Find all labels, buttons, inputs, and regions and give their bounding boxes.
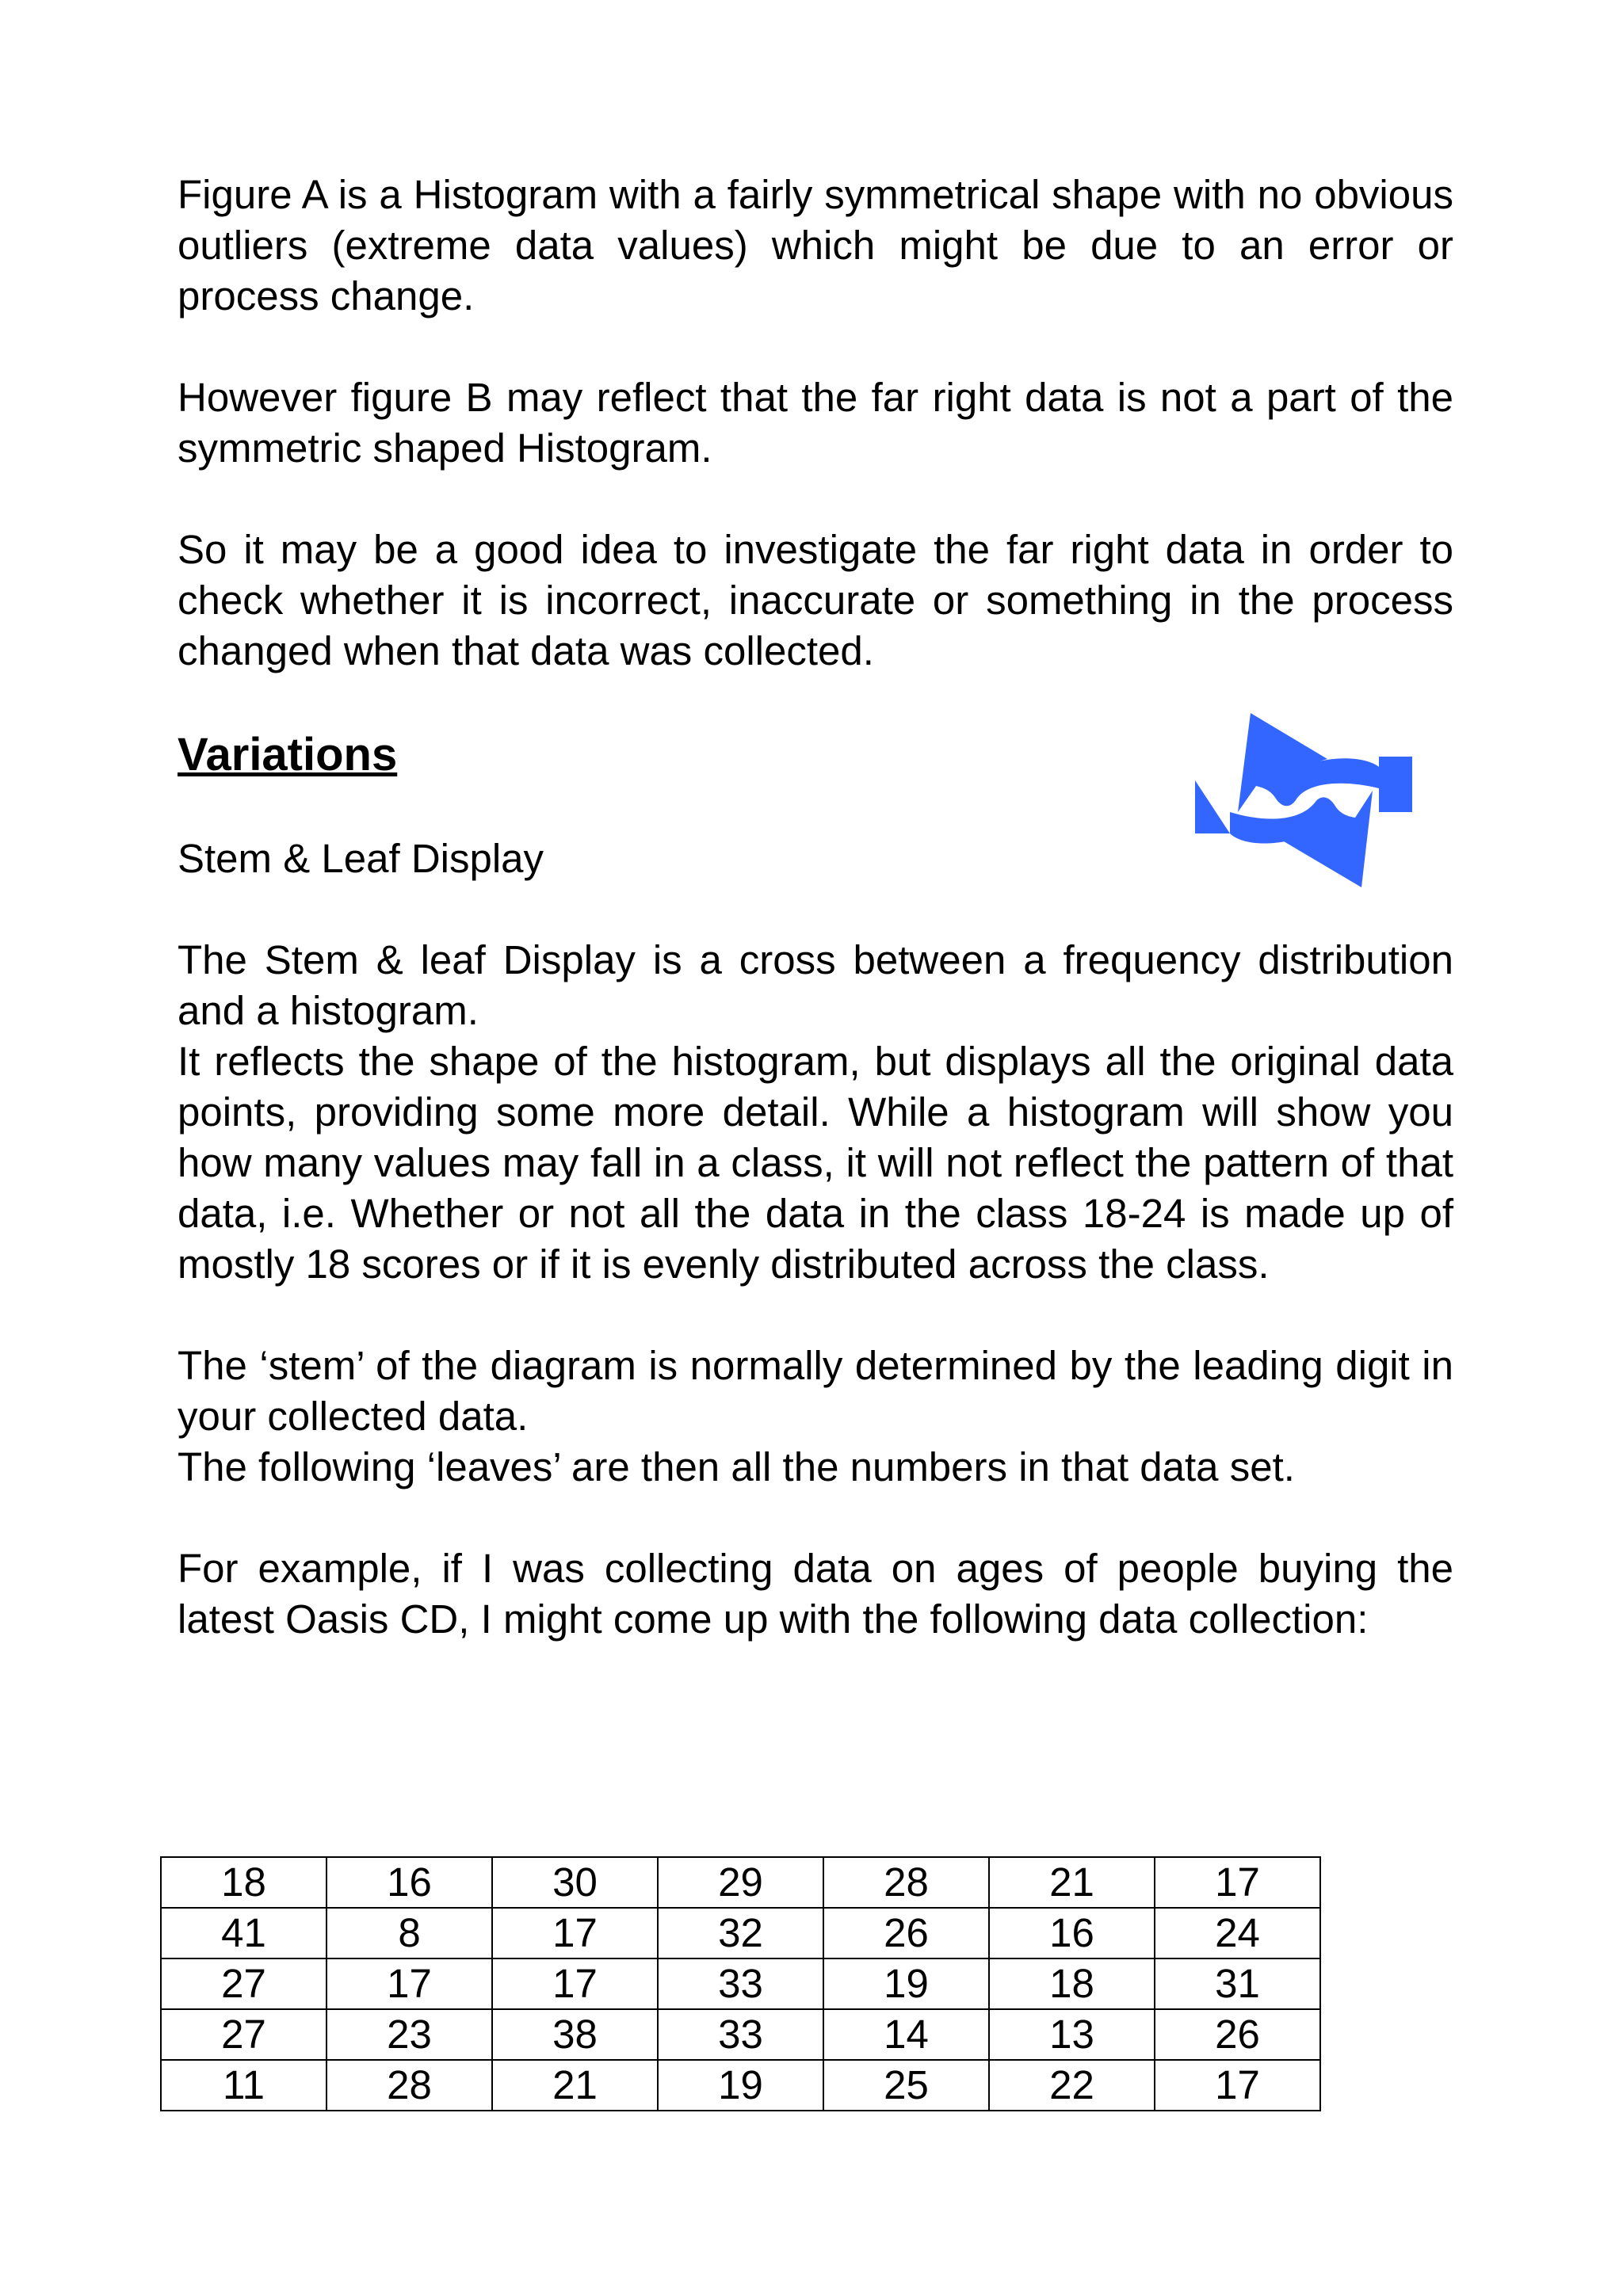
paragraph-investigate: So it may be a good idea to investigate the far right data in order to check whether it is incorrect, inaccurate or something in the process changed when that data was collected. xyxy=(178,527,1453,673)
table-cell: 30 xyxy=(492,1857,658,1908)
table-cell: 33 xyxy=(658,2009,823,2060)
table-cell: 38 xyxy=(492,2009,658,2060)
table-cell: 19 xyxy=(658,2060,823,2111)
table-cell: 19 xyxy=(823,1958,989,2009)
recycle-arrows-icon xyxy=(1189,713,1419,887)
table-cell: 27 xyxy=(161,1958,327,2009)
table-cell: 26 xyxy=(823,1908,989,1958)
table-cell: 28 xyxy=(327,2060,492,2111)
table-row xyxy=(161,1958,1320,2009)
paragraph-stem-leaf-detail: It reflects the shape of the histogram, but displays all the original data points, providing some more detail. While a histogram will show you how many values may fall in a class, it will not reflect the pattern of that data, i.e. Whether or not all the data in the class 18-24 is made up of mostly 18 scores or if it is evenly distributed across the class. xyxy=(178,1039,1453,1287)
table-cell: 29 xyxy=(658,1857,823,1908)
table-cell: 18 xyxy=(161,1857,327,1908)
paragraph-stem-definition: The ‘stem’ of the diagram is normally determined by the leading digit in your collected data. xyxy=(178,1343,1453,1439)
table-cell: 32 xyxy=(658,1908,823,1958)
table-row xyxy=(161,2009,1320,2060)
document-body xyxy=(178,170,1453,1695)
table-cell: 26 xyxy=(1155,2009,1320,2060)
table-cell: 16 xyxy=(327,1857,492,1908)
paragraph-figure-a: Figure A is a Histogram with a fairly symmetrical shape with no obvious outliers (extreme data values) which might be due to an error or process change. xyxy=(178,172,1453,318)
table-cell: 17 xyxy=(492,1908,658,1958)
paragraph-figure-b: However figure B may reflect that the far right data is not a part of the symmetric shaped Histogram. xyxy=(178,375,1453,471)
table-cell: 21 xyxy=(492,2060,658,2111)
table-cell: 41 xyxy=(161,1908,327,1958)
paragraph-stem-leaf-definition: The Stem & leaf Display is a cross between a frequency distribution and a histogram. xyxy=(178,937,1453,1033)
table-row xyxy=(161,1857,1320,1908)
table-cell: 22 xyxy=(989,2060,1155,2111)
table-cell: 17 xyxy=(492,1958,658,2009)
table-cell: 8 xyxy=(327,1908,492,1958)
table-cell: 11 xyxy=(161,2060,327,2111)
table-cell: 27 xyxy=(161,2009,327,2060)
table-cell: 21 xyxy=(989,1857,1155,1908)
section-heading-variations: Variations xyxy=(178,729,398,780)
table-cell: 17 xyxy=(1155,1857,1320,1908)
table-cell: 14 xyxy=(823,2009,989,2060)
table-cell: 17 xyxy=(1155,2060,1320,2111)
table-cell: 17 xyxy=(327,1958,492,2009)
table-cell: 24 xyxy=(1155,1908,1320,1958)
table-cell: 23 xyxy=(327,2009,492,2060)
table-cell: 13 xyxy=(989,2009,1155,2060)
table-cell: 16 xyxy=(989,1908,1155,1958)
paragraph-example: For example, if I was collecting data on ages of people buying the latest Oasis CD, I might come up with the following data collection: xyxy=(178,1546,1453,1642)
table-row xyxy=(161,1908,1320,1958)
ages-data-table xyxy=(160,1856,1321,2111)
table-cell: 28 xyxy=(823,1857,989,1908)
paragraph-leaves-definition: The following ‘leaves’ are then all the numbers in that data set. xyxy=(178,1444,1295,1489)
table-cell: 31 xyxy=(1155,1958,1320,2009)
table-cell: 25 xyxy=(823,2060,989,2111)
table-row xyxy=(161,2060,1320,2111)
subheading-stem-leaf: Stem & Leaf Display xyxy=(178,836,544,881)
table-cell: 18 xyxy=(989,1958,1155,2009)
table-cell: 33 xyxy=(658,1958,823,2009)
